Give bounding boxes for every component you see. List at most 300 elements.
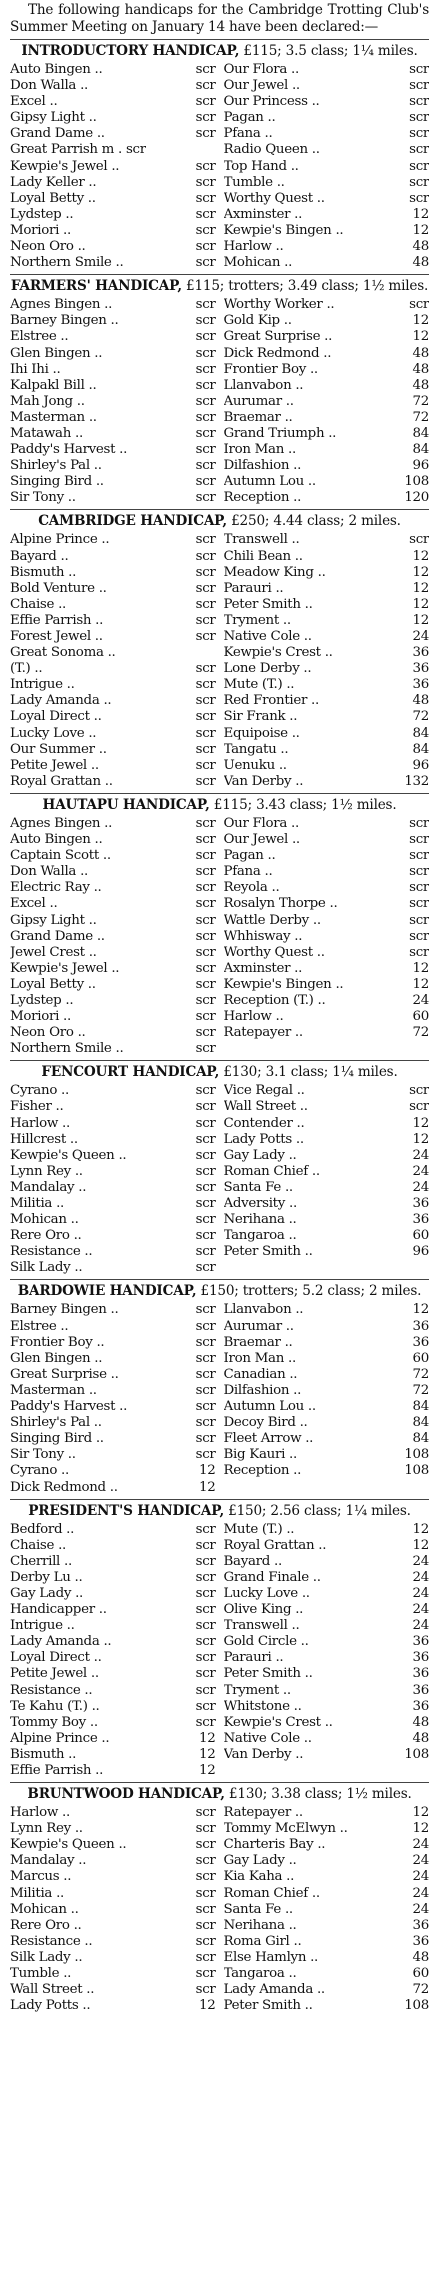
horse-name: Mandalay .. [10, 1853, 87, 1869]
horse-name: Native Cole .. [223, 629, 312, 644]
entry-cell [10, 549, 222, 565]
entry-cell [10, 832, 222, 848]
entry-row [10, 126, 429, 142]
horse-name: Northern Smile .. [10, 255, 124, 271]
entry-row [10, 313, 429, 329]
entry-cell [222, 1132, 430, 1148]
entry-cell [10, 1886, 222, 1902]
horse-name: Bold Venture .. [10, 580, 107, 596]
horse-name: Glen Bingen .. [10, 1350, 103, 1366]
entry-cell [10, 1869, 222, 1885]
entry-row [10, 929, 429, 945]
entry-row [10, 945, 429, 961]
handicap-mark: 48 [412, 693, 429, 709]
entry-row [10, 1934, 429, 1950]
entry-cell [222, 929, 430, 945]
handicap-mark: scr [195, 1099, 216, 1115]
entry-cell [222, 223, 430, 239]
horse-name: Lady Amanda .. [223, 1982, 325, 1998]
handicap-mark: scr [195, 1821, 216, 1837]
entry-row [10, 1399, 429, 1415]
entry-cell [222, 864, 430, 880]
entry-cell [10, 1319, 222, 1335]
handicap-mark: 60 [412, 1350, 429, 1366]
horse-name: Bayard .. [10, 548, 69, 564]
entry-cell [10, 378, 222, 394]
entry-row [10, 426, 429, 442]
entry-cell [10, 1302, 222, 1318]
entry-cell [222, 1869, 430, 1885]
handicap-mark: scr [195, 1714, 216, 1730]
handicap-mark: scr [195, 1382, 216, 1398]
handicap-mark: scr [409, 174, 429, 190]
horse-name: Loyal Direct .. [10, 1650, 102, 1666]
handicap-mark: scr [195, 815, 216, 831]
horse-name: Tommy McElwyn .. [223, 1821, 348, 1837]
horse-name: Gay Lady .. [10, 1585, 83, 1601]
handicap-mark: 12 [412, 976, 429, 992]
horse-name: Moriori .. [10, 1009, 71, 1025]
handicap-mark: 36 [412, 1933, 429, 1949]
entry-cell [222, 78, 430, 94]
entry-cell [222, 945, 430, 961]
handicap-mark: 12 [412, 1131, 429, 1147]
horse-name: Parauri .. [223, 580, 284, 596]
handicap-mark: 72 [412, 409, 429, 425]
entry-row [10, 329, 429, 345]
entry-cell [10, 191, 222, 207]
handicap-mark: 108 [404, 1447, 429, 1463]
handicap-mark: 24 [412, 1853, 429, 1869]
race-section [10, 509, 429, 790]
horse-name: Elstree .. [10, 329, 69, 345]
horse-name: Kewpie's Queen .. [10, 1837, 127, 1853]
horse-name: Cyrano .. [10, 1083, 69, 1099]
entry-cell [10, 1650, 222, 1666]
entry-cell [10, 1853, 222, 1869]
handicap-mark: 48 [412, 1949, 429, 1965]
entry-row [10, 709, 429, 725]
entry-row [10, 758, 429, 774]
entry-cell [10, 1918, 222, 1934]
race-title: PRESIDENT'S HANDICAP, [28, 1502, 224, 1519]
entry-cell [222, 913, 430, 929]
handicap-mark: scr [195, 1115, 216, 1131]
entry-row [10, 677, 429, 693]
handicap-mark: scr [195, 548, 216, 564]
horse-name: Silk Lady .. [10, 1949, 83, 1965]
entry-cell [10, 1982, 222, 1998]
horse-name: Shirley's Pal .. [10, 458, 102, 474]
horse-name: Chili Bean .. [223, 548, 303, 564]
horse-name: Bayard .. [223, 1553, 282, 1569]
entry-row [10, 1415, 429, 1431]
handicap-mark: scr [195, 1521, 216, 1537]
entry-cell [10, 1463, 222, 1479]
entry-cell [10, 977, 222, 993]
entry-row [10, 1383, 429, 1399]
horse-name: Barney Bingen .. [10, 313, 119, 329]
handicap-mark: 96 [412, 458, 429, 474]
horse-name: Petite Jewel .. [10, 757, 99, 773]
race-detail: £115; 3.5 class; 1¼ miles. [239, 43, 418, 59]
entry-cell [222, 1634, 430, 1650]
entry-cell [10, 1805, 222, 1821]
horse-name: Tumble .. [10, 1966, 72, 1982]
handicap-mark: 48 [412, 239, 429, 255]
entry-cell [10, 993, 222, 1009]
horse-name: Chaise .. [10, 1537, 67, 1553]
handicap-mark: scr [195, 1350, 216, 1366]
entry-row [10, 175, 429, 191]
handicap-mark: scr [195, 1244, 216, 1260]
entry-cell [222, 993, 430, 1009]
entry-row [10, 1699, 429, 1715]
horse-name: Mah Jong .. [10, 393, 85, 409]
handicap-mark: scr [409, 297, 429, 313]
horse-name: Sir Frank .. [223, 709, 298, 725]
handicap-mark: scr [195, 425, 216, 441]
handicap-mark: 24 [412, 1869, 429, 1885]
entry-cell [222, 362, 430, 378]
entry-cell [10, 1821, 222, 1837]
handicap-mark: scr [409, 944, 429, 960]
entry-cell [222, 1522, 430, 1538]
handicap-mark: scr [195, 361, 216, 377]
entry-cell [222, 1715, 430, 1731]
handicap-mark: 12 [412, 960, 429, 976]
race-detail: £115; trotters; 3.49 class; 1½ miles. [181, 278, 429, 295]
horse-name: Tommy Boy .. [10, 1714, 98, 1730]
entry-cell [222, 726, 430, 742]
handicap-mark: 60 [412, 1966, 429, 1982]
entry-row [10, 297, 429, 313]
handicap-mark: scr [195, 1179, 216, 1195]
horse-name: Cyrano .. [10, 1463, 69, 1479]
race-section [10, 1782, 429, 2014]
entry-cell [222, 1116, 430, 1132]
horse-name: Pfana .. [223, 864, 273, 880]
entries-table [10, 1805, 429, 2014]
handicap-mark: 36 [412, 1917, 429, 1933]
horse-name: Great Surprise .. [10, 1366, 119, 1382]
horse-name: Derby Lu .. [10, 1569, 83, 1585]
handicap-mark: scr [195, 1083, 216, 1099]
entry-cell [222, 62, 430, 78]
entry-row [10, 1747, 429, 1763]
horse-name: Excel .. [10, 896, 58, 912]
handicap-mark: 60 [412, 1009, 429, 1025]
entry-row [10, 1244, 429, 1260]
entry-cell [10, 709, 222, 725]
entry-row [10, 1132, 429, 1148]
horse-name: Rosalyn Thorpe .. [223, 896, 338, 912]
handicap-mark: scr [195, 725, 216, 741]
horse-name: Masterman .. [10, 409, 97, 425]
entry-cell [10, 1083, 222, 1099]
entry-row [10, 490, 429, 506]
horse-name: Loyal Betty .. [10, 190, 96, 206]
horse-name: Paddy's Harvest .. [10, 1399, 128, 1415]
handicap-mark: scr [195, 1366, 216, 1382]
horse-name: Excel .. [10, 94, 58, 110]
handicap-mark: scr [195, 1949, 216, 1965]
handicap-mark: scr [409, 532, 429, 548]
horse-name: Llanvabon .. [223, 377, 304, 393]
entry-cell [10, 1164, 222, 1180]
entry-cell [222, 532, 430, 548]
horse-name: Ihi Ihi .. [10, 361, 61, 377]
horse-name: Reyola .. [223, 880, 280, 896]
entry-row [10, 1570, 429, 1586]
horse-name: Electric Ray .. [10, 880, 102, 896]
horse-name: Fleet Arrow .. [223, 1431, 314, 1447]
entry-cell [10, 1009, 222, 1025]
entry-row [10, 1447, 429, 1463]
entry-cell [10, 313, 222, 329]
entry-row [10, 362, 429, 378]
entry-cell [10, 1966, 222, 1982]
entry-cell [10, 1902, 222, 1918]
handicap-mark: scr [409, 1083, 429, 1099]
horse-name: Worthy Quest .. [223, 190, 325, 206]
entry-cell [10, 1228, 222, 1244]
horse-name: Lady Amanda .. [10, 1634, 112, 1650]
entry-cell [222, 1998, 430, 2014]
race-title: HAUTAPU HANDICAP, [42, 796, 210, 813]
entry-row [10, 1634, 429, 1650]
entry-row [10, 1180, 429, 1196]
entry-cell [10, 1683, 222, 1699]
horse-name: Kewpie's Crest .. [223, 645, 333, 661]
entry-row [10, 1164, 429, 1180]
handicap-mark: scr [195, 190, 216, 206]
handicap-mark: scr [409, 848, 429, 864]
handicap-mark: scr [195, 1537, 216, 1553]
horse-name: Aurumar .. [223, 1318, 294, 1334]
entry-cell [222, 1480, 430, 1496]
handicap-mark: scr [195, 1025, 216, 1041]
handicap-mark: 12 [412, 596, 429, 612]
handicap-mark: scr [195, 78, 216, 94]
entry-cell [10, 929, 222, 945]
horse-name: Gold Circle .. [223, 1634, 309, 1650]
horse-name: Whitstone .. [223, 1698, 302, 1714]
entry-row [10, 961, 429, 977]
handicap-mark: 12 [412, 612, 429, 628]
horse-name: Militia .. [10, 1885, 64, 1901]
entry-cell [10, 1950, 222, 1966]
horse-name: Harlow .. [223, 239, 284, 255]
handicap-mark: 12 [412, 313, 429, 329]
horse-name: Lady Potts .. [10, 1998, 91, 2014]
entry-cell [222, 1618, 430, 1634]
horse-name: Barney Bingen .. [10, 1302, 119, 1318]
entry-row [10, 848, 429, 864]
handicap-mark: 84 [412, 1415, 429, 1431]
entry-row [10, 1196, 429, 1212]
entry-row [10, 223, 429, 239]
entry-cell [10, 1351, 222, 1367]
horse-name: Tumble .. [223, 174, 285, 190]
entry-cell [222, 1351, 430, 1367]
entry-row [10, 110, 429, 126]
entry-cell [10, 1260, 222, 1276]
handicap-mark: 48 [412, 361, 429, 377]
horse-name: Charteris Bay .. [223, 1837, 326, 1853]
horse-name: Equipoise .. [223, 725, 300, 741]
entry-cell [222, 191, 430, 207]
entry-cell [10, 1586, 222, 1602]
handicap-mark: scr [195, 239, 216, 255]
horse-name: Reception .. [223, 1463, 302, 1479]
race-section [10, 39, 429, 271]
horse-name: Militia .. [10, 1196, 64, 1211]
entry-cell [10, 458, 222, 474]
handicap-mark: 108 [404, 1463, 429, 1479]
entry-cell [10, 758, 222, 774]
horse-name: Northern Smile .. [10, 1041, 124, 1057]
entry-cell [10, 1618, 222, 1634]
horse-name: Forest Jewel .. [10, 629, 103, 644]
race-heading [10, 43, 429, 60]
entry-row [10, 458, 429, 474]
horse-name: Parauri .. [223, 1650, 284, 1666]
entry-cell [10, 864, 222, 880]
entry-cell [10, 297, 222, 313]
entry-cell [10, 239, 222, 255]
horse-name: Te Kahu (T.) .. [10, 1698, 100, 1714]
handicap-mark: 84 [412, 1399, 429, 1415]
entry-row [10, 1212, 429, 1228]
entry-cell [222, 1902, 430, 1918]
handicap-mark: scr [195, 693, 216, 709]
entry-cell [222, 645, 430, 661]
entry-cell [222, 255, 430, 271]
handicap-mark: scr [195, 329, 216, 345]
entry-cell [10, 629, 222, 645]
entry-cell [10, 255, 222, 271]
entry-cell [10, 126, 222, 142]
handicap-mark: scr [195, 1415, 216, 1431]
entry-row [10, 1586, 429, 1602]
entry-cell [10, 159, 222, 175]
entry-cell [222, 1025, 430, 1041]
handicap-mark: 12 [412, 222, 429, 238]
handicap-mark: 12 [199, 1746, 216, 1762]
handicap-mark: scr [195, 1666, 216, 1682]
handicap-mark: scr [195, 110, 216, 126]
handicap-mark: 108 [404, 474, 429, 490]
entry-cell [222, 961, 430, 977]
horse-name: Mohican .. [10, 1212, 79, 1228]
horse-name: Don Walla .. [10, 78, 88, 94]
handicap-mark: scr [195, 612, 216, 628]
horse-name: (T.) .. [10, 661, 43, 677]
horse-name: Agnes Bingen .. [10, 815, 113, 831]
entry-cell [10, 1196, 222, 1212]
entry-cell [10, 1634, 222, 1650]
handicap-mark: 108 [404, 1746, 429, 1762]
entry-row [10, 1083, 429, 1099]
horse-name: Kia Kaha .. [223, 1869, 295, 1885]
race-section [10, 1060, 429, 1276]
handicap-mark: scr [195, 1602, 216, 1618]
handicap-mark: 48 [412, 1730, 429, 1746]
horse-name: Grand Finale .. [223, 1569, 321, 1585]
horse-name: Harlow .. [10, 1805, 70, 1821]
handicap-mark: scr [195, 1650, 216, 1666]
handicap-mark: 36 [412, 1634, 429, 1650]
entry-cell [222, 1886, 430, 1902]
entry-cell [222, 880, 430, 896]
entry-row [10, 1650, 429, 1666]
handicap-mark: 84 [412, 1431, 429, 1447]
entry-row [10, 62, 429, 78]
handicap-mark: 36 [412, 1698, 429, 1714]
race-list [10, 39, 429, 2014]
horse-name: Dilfashion .. [223, 458, 302, 474]
handicap-mark: 12 [412, 206, 429, 222]
handicap-mark: scr [195, 1569, 216, 1585]
horse-name: Adversity .. [223, 1196, 297, 1211]
entry-cell [222, 848, 430, 864]
handicap-mark: scr [195, 992, 216, 1008]
handicap-mark: scr [195, 896, 216, 912]
horse-name: Olive King .. [223, 1602, 304, 1618]
entry-cell [222, 1918, 430, 1934]
entry-cell [10, 816, 222, 832]
entry-row [10, 1538, 429, 1554]
horse-name: Alpine Prince .. [10, 532, 110, 548]
entry-cell [222, 613, 430, 629]
horse-name: Rere Oro .. [10, 1228, 82, 1244]
horse-name: Glen Bingen .. [10, 345, 103, 361]
divider-rule [10, 1499, 429, 1500]
handicap-mark: 24 [412, 1602, 429, 1618]
horse-name: Lynn Rey .. [10, 1821, 83, 1837]
entry-cell [10, 1132, 222, 1148]
entry-row [10, 410, 429, 426]
race-title: FENCOURT HANDICAP, [41, 1064, 220, 1081]
divider-rule [10, 1279, 429, 1280]
horse-name: Vice Regal .. [223, 1083, 305, 1099]
horse-name: Matawah .. [10, 425, 83, 441]
handicap-mark: 72 [412, 1982, 429, 1998]
handicap-mark: scr [195, 880, 216, 896]
horse-name: Harlow .. [223, 1009, 284, 1025]
entry-cell [222, 1099, 430, 1115]
entry-cell [222, 1009, 430, 1025]
horse-name: Kalpakl Bill .. [10, 377, 97, 393]
handicap-mark: 36 [412, 1196, 429, 1211]
horse-name: Van Derby .. [223, 773, 304, 789]
entry-row [10, 1982, 429, 1998]
horse-name: Jewel Crest .. [10, 944, 97, 960]
handicap-mark: 96 [412, 1244, 429, 1260]
entry-cell [222, 1538, 430, 1554]
horse-name: Agnes Bingen .. [10, 297, 113, 313]
horse-name: Wattle Derby .. [223, 912, 321, 928]
entry-row [10, 239, 429, 255]
entry-row [10, 1228, 429, 1244]
handicap-mark: 24 [412, 1163, 429, 1179]
horse-name: Mute (T.) .. [223, 677, 295, 693]
entry-row [10, 255, 429, 271]
entry-row [10, 693, 429, 709]
horse-name: Tangatu .. [223, 741, 289, 757]
entry-cell [222, 1041, 430, 1057]
